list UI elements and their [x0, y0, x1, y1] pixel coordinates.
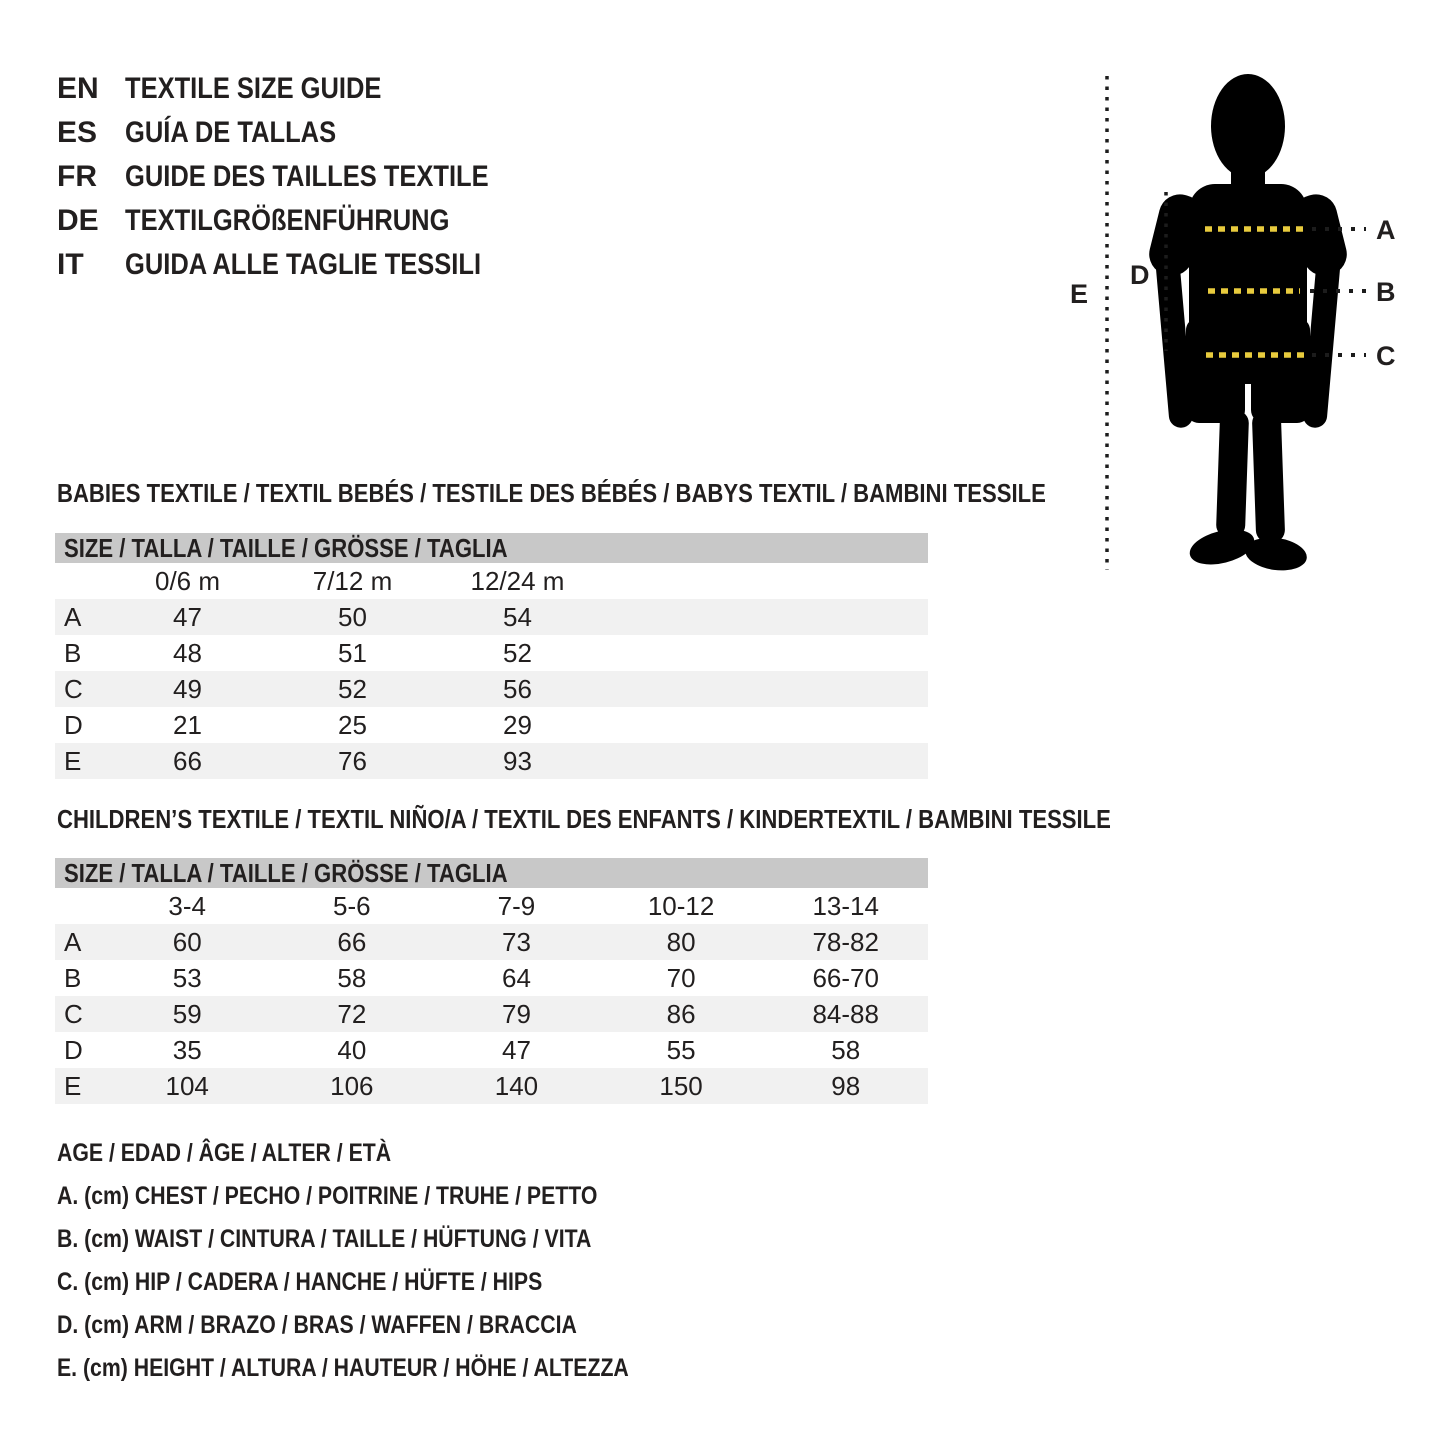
- column-header: 13-14: [812, 890, 879, 921]
- table-cell: 48: [173, 637, 202, 668]
- column-header: 5-6: [333, 890, 371, 921]
- table-cell: 25: [338, 709, 367, 740]
- row-label: A: [64, 926, 82, 957]
- table-cell: 80: [666, 926, 696, 957]
- table-cell: 58: [831, 1034, 861, 1065]
- table-cell: 60: [172, 926, 202, 957]
- table-cell: 140: [494, 1070, 539, 1101]
- table-cell: 84-88: [812, 998, 879, 1029]
- legend-line-arm: [57, 1304, 730, 1347]
- table-row: [55, 671, 928, 707]
- table-row: [55, 1068, 928, 1104]
- table-cell: 64: [502, 962, 531, 993]
- table-cell: 55: [666, 1034, 696, 1065]
- children-column-header-row: [55, 888, 928, 924]
- language-code: DE: [57, 204, 99, 237]
- table-cell: 79: [502, 998, 531, 1029]
- table-cell: 66-70: [812, 962, 879, 993]
- language-title: GUIDE DES TAILLES TEXTILE: [125, 160, 489, 193]
- table-cell: 56: [503, 673, 532, 704]
- language-title: TEXTILGRÖßENFÜHRUNG: [125, 204, 450, 237]
- legend-line-waist: [57, 1218, 730, 1261]
- table-row: [55, 635, 928, 671]
- row-label: D: [64, 709, 83, 740]
- language-row-en: [57, 67, 553, 111]
- language-row-es: [57, 111, 553, 155]
- legend-text: B. (cm) WAIST / CINTURA / TAILLE / HÜFTUNG / VITA: [57, 1225, 592, 1253]
- table-cell: 104: [165, 1070, 209, 1101]
- babies-section-title-text: BABIES TEXTILE / TEXTIL BEBÉS / TESTILE DES BÉBÉS / BABYS TEXTIL / BAMBINI TESSILE: [57, 478, 1046, 508]
- language-code: IT: [57, 248, 84, 281]
- table-cell: 70: [666, 962, 696, 993]
- language-title-block: [57, 67, 553, 287]
- row-label: B: [64, 637, 82, 668]
- babies-section-title: [57, 478, 1220, 508]
- legend-line-chest: [57, 1175, 730, 1218]
- babies-size-header-bar: [55, 533, 928, 563]
- table-row: [55, 1032, 928, 1068]
- table-cell: 58: [337, 962, 367, 993]
- label-e: E: [1070, 279, 1089, 309]
- column-header: 10-12: [647, 890, 715, 921]
- table-cell: 66: [173, 745, 202, 776]
- row-label: C: [64, 673, 83, 704]
- children-section-title-text: CHILDREN’S TEXTILE / TEXTIL NIÑO/A / TEXTIL DES ENFANTS / KINDERTEXTIL / BAMBINI TESSILE: [57, 804, 1111, 834]
- measurement-legend: [57, 1132, 730, 1390]
- table-row: [55, 996, 928, 1032]
- table-cell: 49: [173, 673, 202, 704]
- table-cell: 47: [173, 601, 202, 632]
- table-cell: 106: [330, 1070, 374, 1101]
- table-cell: 52: [338, 673, 367, 704]
- legend-line-hip: [57, 1261, 730, 1304]
- table-row: [55, 707, 928, 743]
- children-size-table: [55, 858, 928, 1104]
- babies-size-table: [55, 533, 928, 779]
- table-cell: 66: [337, 926, 367, 957]
- row-label: E: [64, 1070, 82, 1101]
- label-a: A: [1376, 215, 1396, 245]
- legend-text: C. (cm) HIP / CADERA / HANCHE / HÜFTE / HIPS: [57, 1268, 543, 1296]
- children-size-header-bar: [55, 858, 928, 888]
- table-cell: 76: [338, 745, 367, 776]
- label-d: D: [1130, 260, 1150, 290]
- legend-text: AGE / EDAD / ÂGE / ALTER / ETÀ: [57, 1139, 392, 1167]
- column-header: 12/24 m: [470, 565, 565, 596]
- children-section-title: [57, 804, 1297, 834]
- label-b: B: [1376, 277, 1396, 307]
- table-cell: 29: [503, 709, 532, 740]
- column-header: 7/12 m: [312, 565, 393, 596]
- legend-text: A. (cm) CHEST / PECHO / POITRINE / TRUHE / PETTO: [57, 1182, 598, 1210]
- babies-column-header-row: [55, 563, 928, 599]
- language-row-fr: [57, 155, 553, 199]
- row-label: C: [64, 998, 83, 1029]
- legend-text: D. (cm) ARM / BRAZO / BRAS / WAFFEN / BRACCIA: [57, 1311, 577, 1339]
- column-header: 0/6 m: [154, 565, 221, 596]
- row-label: A: [64, 601, 82, 632]
- language-row-it: [57, 243, 553, 287]
- language-title: GUÍA DE TALLAS: [125, 116, 337, 149]
- size-header-text: SIZE / TALLA / TAILLE / GRÖSSE / TAGLIA: [64, 532, 508, 563]
- language-title: TEXTILE SIZE GUIDE: [125, 72, 382, 105]
- table-cell: 53: [172, 962, 202, 993]
- row-label: B: [64, 962, 82, 993]
- table-cell: 72: [337, 998, 367, 1029]
- table-cell: 47: [502, 1034, 531, 1065]
- table-cell: 78-82: [812, 926, 879, 957]
- table-row: [55, 960, 928, 996]
- table-cell: 93: [503, 745, 532, 776]
- language-code: ES: [57, 116, 98, 149]
- legend-line-height: [57, 1347, 730, 1390]
- table-cell: 52: [503, 637, 532, 668]
- table-cell: 40: [337, 1034, 367, 1065]
- legend-text: E. (cm) HEIGHT / ALTURA / HAUTEUR / HÖHE / ALTEZZA: [57, 1354, 629, 1382]
- table-row: [55, 743, 928, 779]
- size-header-text: SIZE / TALLA / TAILLE / GRÖSSE / TAGLIA: [64, 857, 508, 888]
- table-cell: 51: [338, 637, 367, 668]
- table-cell: 150: [659, 1070, 703, 1101]
- table-cell: 73: [502, 926, 531, 957]
- table-cell: 54: [503, 601, 532, 632]
- label-c: C: [1376, 341, 1396, 371]
- table-cell: 50: [338, 601, 367, 632]
- language-code: EN: [57, 72, 99, 105]
- table-row: [55, 599, 928, 635]
- language-code: FR: [57, 160, 97, 193]
- table-cell: 98: [831, 1070, 861, 1101]
- legend-line-age: [57, 1132, 730, 1175]
- column-header: 7-9: [497, 890, 536, 921]
- row-label: D: [64, 1034, 83, 1065]
- table-row: [55, 924, 928, 960]
- table-cell: 21: [173, 709, 202, 740]
- row-label: E: [64, 745, 82, 776]
- table-cell: 86: [666, 998, 696, 1029]
- column-header: 3-4: [168, 890, 206, 921]
- language-row-de: [57, 199, 553, 243]
- language-title: GUIDA ALLE TAGLIE TESSILI: [125, 248, 482, 281]
- table-cell: 59: [172, 998, 202, 1029]
- table-cell: 35: [172, 1034, 202, 1065]
